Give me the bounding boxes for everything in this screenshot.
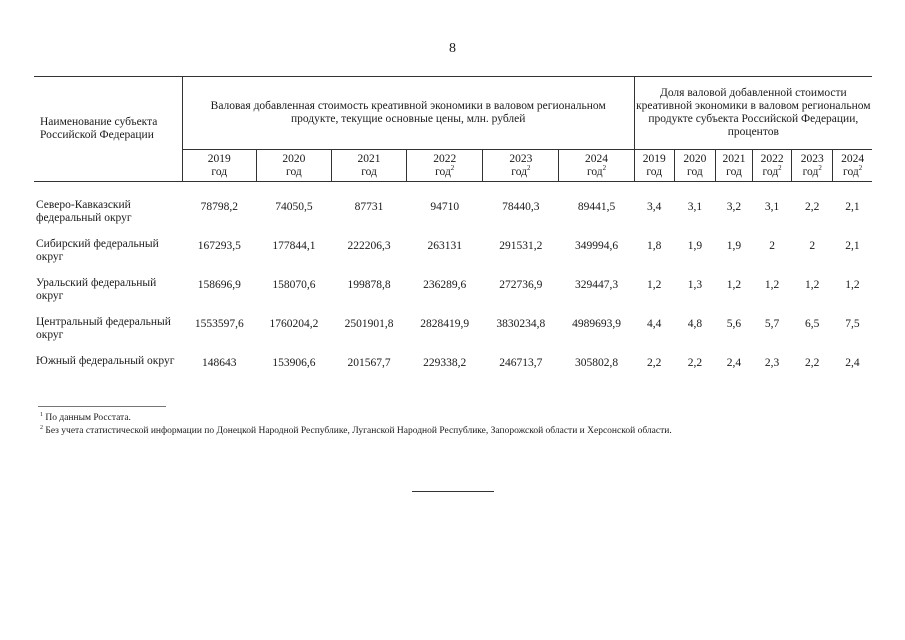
gva-value: 272736,9: [499, 279, 543, 291]
share-value: 2,2: [687, 357, 703, 369]
gva-value: 1553597,6: [194, 318, 244, 330]
gva-value: 291531,2: [499, 240, 543, 252]
year-label: 2021: [357, 152, 381, 165]
share-value: 3,2: [726, 201, 742, 213]
year-label: 2019: [642, 152, 666, 165]
share-value: 1,2: [805, 279, 820, 291]
footnote-text: По данным Росстата.: [45, 413, 131, 423]
creative-economy-table: [34, 76, 872, 394]
table-row: [34, 238, 872, 277]
share-value: 2,4: [726, 357, 742, 369]
footnotes: [40, 412, 672, 438]
year-header: [331, 150, 406, 182]
footnote-mark: 1: [40, 411, 43, 418]
footnote-text: Без учета статистической информации по Донецкой Народной Республике, Луганской Народной Республике, Запорожской области и Херсонской области.: [45, 426, 672, 436]
share-value: 3,1: [764, 201, 780, 213]
year-label: 2021: [722, 152, 746, 165]
year-unit: год: [511, 165, 527, 178]
gva-value: 94710: [430, 201, 460, 213]
gva-value: 2501901,8: [344, 318, 394, 330]
gva-value: 349994,6: [574, 240, 619, 252]
year-header: [753, 150, 792, 182]
year-unit: год: [286, 165, 302, 178]
gva-value: 4989693,9: [572, 318, 621, 330]
share-value: 2,2: [805, 201, 820, 213]
gva-value: 263131: [427, 240, 462, 252]
year-header: [182, 150, 256, 182]
footnote-separator: [38, 406, 166, 407]
year-label: 2020: [282, 152, 306, 165]
share-value: 5,7: [764, 318, 780, 330]
gva-value: 148643: [202, 357, 237, 369]
footnote-ref: 2: [818, 163, 822, 172]
footnote-ref: 2: [778, 163, 782, 172]
footnote-ref: 2: [450, 163, 455, 172]
gva-value: 3830234,8: [496, 318, 546, 330]
gva-value: 329447,3: [574, 279, 619, 291]
table-row: [34, 182, 872, 239]
year-label: 2024: [585, 152, 609, 165]
year-label: 2019: [207, 152, 231, 165]
gva-value: 78798,2: [200, 201, 238, 213]
share-value: 2: [809, 240, 816, 252]
year-unit: год: [687, 165, 703, 178]
year-header: [483, 150, 559, 182]
year-label: 2023: [509, 152, 533, 165]
region-name: Центральный федеральный округ: [36, 316, 171, 341]
share-value: 1,2: [845, 279, 860, 291]
gva-value: 199878,8: [347, 279, 391, 291]
gva-value: 78440,3: [502, 201, 540, 213]
share-value: 2,4: [845, 357, 860, 369]
region-name: Северо-Кавказский федеральный округ: [36, 199, 132, 224]
share-value: 1,3: [687, 279, 703, 291]
share-value: 4,4: [647, 318, 662, 330]
gva-value: 222206,3: [347, 240, 391, 252]
footnote: [40, 412, 672, 425]
page-number: 8: [449, 41, 456, 56]
gva-value: 305802,8: [574, 357, 619, 369]
footnote-ref: 2: [526, 163, 531, 172]
gva-value: 74050,5: [275, 201, 313, 213]
year-unit: год: [586, 165, 603, 178]
header-share-group: Доля валовой добавленной стоимости креативной экономики в валовом региональном продукте субъекта Российской Федерации, процентов: [634, 77, 872, 150]
year-header: [792, 150, 833, 182]
year-header: [833, 150, 872, 182]
year-header: [715, 150, 752, 182]
share-value: 2,1: [845, 201, 860, 213]
gva-value: 2828419,9: [420, 318, 470, 330]
footnote-mark: 2: [40, 424, 43, 431]
share-value: 6,5: [805, 318, 820, 330]
footnote: [40, 425, 672, 438]
gva-value: 229338,2: [423, 357, 467, 369]
share-value: 2,2: [647, 357, 662, 369]
share-value: 7,5: [845, 318, 860, 330]
share-value: 2: [769, 240, 775, 252]
year-label: 2022: [433, 152, 457, 165]
share-value: 2,1: [845, 240, 860, 252]
gva-value: 246713,7: [499, 357, 543, 369]
year-header: [634, 150, 674, 182]
year-unit: год: [802, 165, 819, 178]
year-unit: год: [435, 165, 451, 178]
share-value: 1,9: [726, 240, 742, 252]
share-value: 3,1: [687, 201, 703, 213]
table-row: [34, 316, 872, 355]
footnote-ref: 2: [602, 163, 607, 172]
share-value: 1,2: [764, 279, 780, 291]
year-unit: год: [646, 165, 663, 178]
share-value: 1,8: [647, 240, 662, 252]
gva-value: 1760204,2: [269, 318, 319, 330]
table-row: [34, 277, 872, 316]
gva-value: 236289,6: [423, 279, 467, 291]
gva-value: 201567,7: [347, 357, 391, 369]
year-header: [674, 150, 715, 182]
header-gva-group: Валовая добавленная стоимость креативной экономики в валовом региональном продукте, текущие основные цены, млн. рублей: [182, 77, 634, 150]
gva-value: 153906,6: [272, 357, 316, 369]
header-region-name: Наименование субъекта Российской Федерации: [34, 77, 182, 182]
end-of-page-line: [412, 491, 494, 492]
year-unit: год: [726, 165, 742, 178]
gva-value: 167293,5: [197, 240, 241, 252]
region-name: Южный федеральный округ: [36, 355, 175, 367]
share-value: 2,3: [764, 357, 780, 369]
year-label: 2024: [841, 152, 865, 165]
gva-value: 158070,6: [272, 279, 316, 291]
year-unit: год: [361, 165, 377, 178]
footnote-ref: 2: [858, 163, 863, 172]
region-name: Сибирский федеральный округ: [36, 238, 159, 263]
share-value: 1,2: [726, 279, 742, 291]
year-unit: год: [843, 165, 859, 178]
year-unit: год: [762, 165, 779, 178]
table-row: [34, 355, 872, 394]
share-value: 4,8: [687, 318, 703, 330]
year-label: 2022: [760, 152, 784, 165]
share-value: 1,2: [647, 279, 662, 291]
gva-value: 89441,5: [577, 201, 616, 213]
year-header: [559, 150, 634, 182]
year-header: [256, 150, 331, 182]
gva-value: 158696,9: [197, 279, 241, 291]
region-name: Уральский федеральный округ: [36, 277, 157, 302]
share-value: 3,4: [647, 201, 662, 213]
gva-value: 87731: [354, 201, 384, 213]
year-unit: год: [211, 165, 228, 178]
gva-value: 177844,1: [272, 240, 316, 252]
year-label: 2020: [683, 152, 707, 165]
share-value: 1,9: [687, 240, 703, 252]
share-value: 2,2: [805, 357, 820, 369]
table-body: [34, 182, 872, 395]
year-label: 2023: [800, 152, 824, 165]
year-header: [407, 150, 483, 182]
share-value: 5,6: [726, 318, 742, 330]
